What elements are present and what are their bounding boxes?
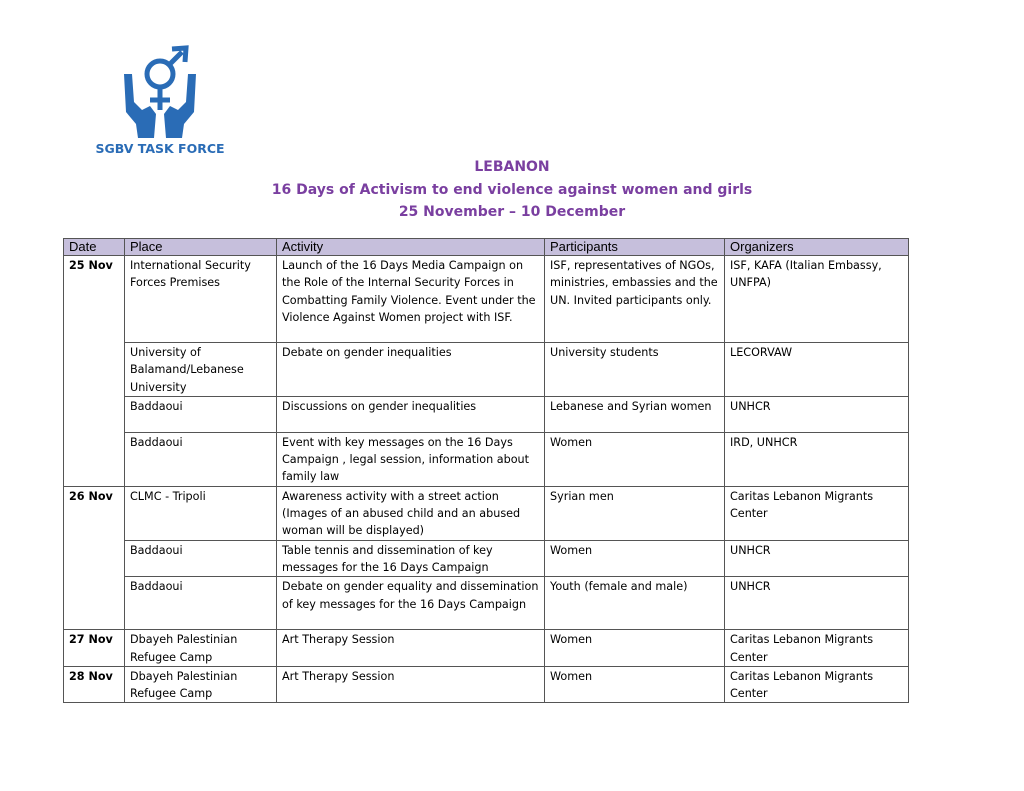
cell-organizers: UNHCR — [725, 396, 909, 432]
header-organizers: Organizers — [725, 239, 909, 256]
document-title — [0, 156, 1024, 224]
cell-place: International Security Forces Premises — [125, 256, 277, 343]
cell-place: University of Balamand/Lebanese University — [125, 343, 277, 397]
table-row — [64, 666, 909, 703]
cell-date — [64, 396, 125, 432]
cell-activity: Launch of the 16 Days Media Campaign on the Role of the Internal Security Forces in Combatting Family Violence. Event under the Violence Against Women project with ISF. — [277, 256, 545, 343]
table-row — [64, 343, 909, 397]
title-dates: 25 November – 10 December — [398, 204, 626, 220]
cell-date — [64, 577, 125, 630]
cell-participants: Lebanese and Syrian women — [545, 396, 725, 432]
cell-organizers: UNHCR — [725, 577, 909, 630]
header-date: Date — [64, 239, 125, 256]
hands-gender-symbol-icon — [120, 44, 200, 142]
activities-table — [63, 238, 909, 703]
cell-activity: Debate on gender inequalities — [277, 343, 545, 397]
cell-place: Baddaoui — [125, 432, 277, 486]
cell-activity: Debate on gender equality and dissemination of key messages for the 16 Days Campaign — [277, 577, 545, 630]
cell-participants: Youth (female and male) — [545, 577, 725, 630]
table-row — [64, 540, 909, 577]
cell-organizers: IRD, UNHCR — [725, 432, 909, 486]
cell-place: Baddaoui — [125, 577, 277, 630]
cell-activity: Art Therapy Session — [277, 630, 545, 667]
cell-activity: Awareness activity with a street action (Images of an abused child and an abused woman will be displayed) — [277, 486, 545, 540]
cell-participants: Women — [545, 540, 725, 577]
logo-text: SGBV TASK FORCE — [95, 141, 225, 156]
cell-date — [64, 343, 125, 397]
header-place: Place — [125, 239, 277, 256]
cell-participants: Women — [545, 432, 725, 486]
cell-place: Dbayeh Palestinian Refugee Camp — [125, 630, 277, 667]
table-row — [64, 396, 909, 432]
cell-date — [64, 432, 125, 486]
cell-date — [64, 540, 125, 577]
cell-organizers: Caritas Lebanon Migrants Center — [725, 666, 909, 703]
cell-activity: Table tennis and dissemination of key messages for the 16 Days Campaign — [277, 540, 545, 577]
header-participants: Participants — [545, 239, 725, 256]
cell-participants: Women — [545, 630, 725, 667]
cell-participants: Syrian men — [545, 486, 725, 540]
cell-activity: Event with key messages on the 16 Days Campaign , legal session, information about family law — [277, 432, 545, 486]
cell-participants: University students — [545, 343, 725, 397]
cell-date: 26 Nov — [64, 486, 125, 540]
cell-organizers: UNHCR — [725, 540, 909, 577]
title-country: LEBANON — [474, 159, 550, 175]
cell-participants: Women — [545, 666, 725, 703]
cell-organizers: Caritas Lebanon Migrants Center — [725, 486, 909, 540]
title-campaign: 16 Days of Activism to end violence against women and girls — [271, 181, 753, 198]
table-row — [64, 577, 909, 630]
cell-organizers: ISF, KAFA (Italian Embassy, UNFPA) — [725, 256, 909, 343]
table-row — [64, 630, 909, 667]
logo — [92, 44, 228, 164]
cell-place: Dbayeh Palestinian Refugee Camp — [125, 666, 277, 703]
cell-date: 25 Nov — [64, 256, 125, 343]
cell-activity: Discussions on gender inequalities — [277, 396, 545, 432]
table-row — [64, 256, 909, 343]
table-header-row — [64, 239, 909, 256]
header-activity: Activity — [277, 239, 545, 256]
cell-date: 27 Nov — [64, 630, 125, 667]
cell-organizers: LECORVAW — [725, 343, 909, 397]
table-row — [64, 432, 909, 486]
cell-organizers: Caritas Lebanon Migrants Center — [725, 630, 909, 667]
cell-place: Baddaoui — [125, 540, 277, 577]
cell-place: CLMC - Tripoli — [125, 486, 277, 540]
table-row — [64, 486, 909, 540]
cell-activity: Art Therapy Session — [277, 666, 545, 703]
cell-participants: ISF, representatives of NGOs, ministries, embassies and the UN. Invited participants only. — [545, 256, 725, 343]
cell-place: Baddaoui — [125, 396, 277, 432]
cell-date: 28 Nov — [64, 666, 125, 703]
